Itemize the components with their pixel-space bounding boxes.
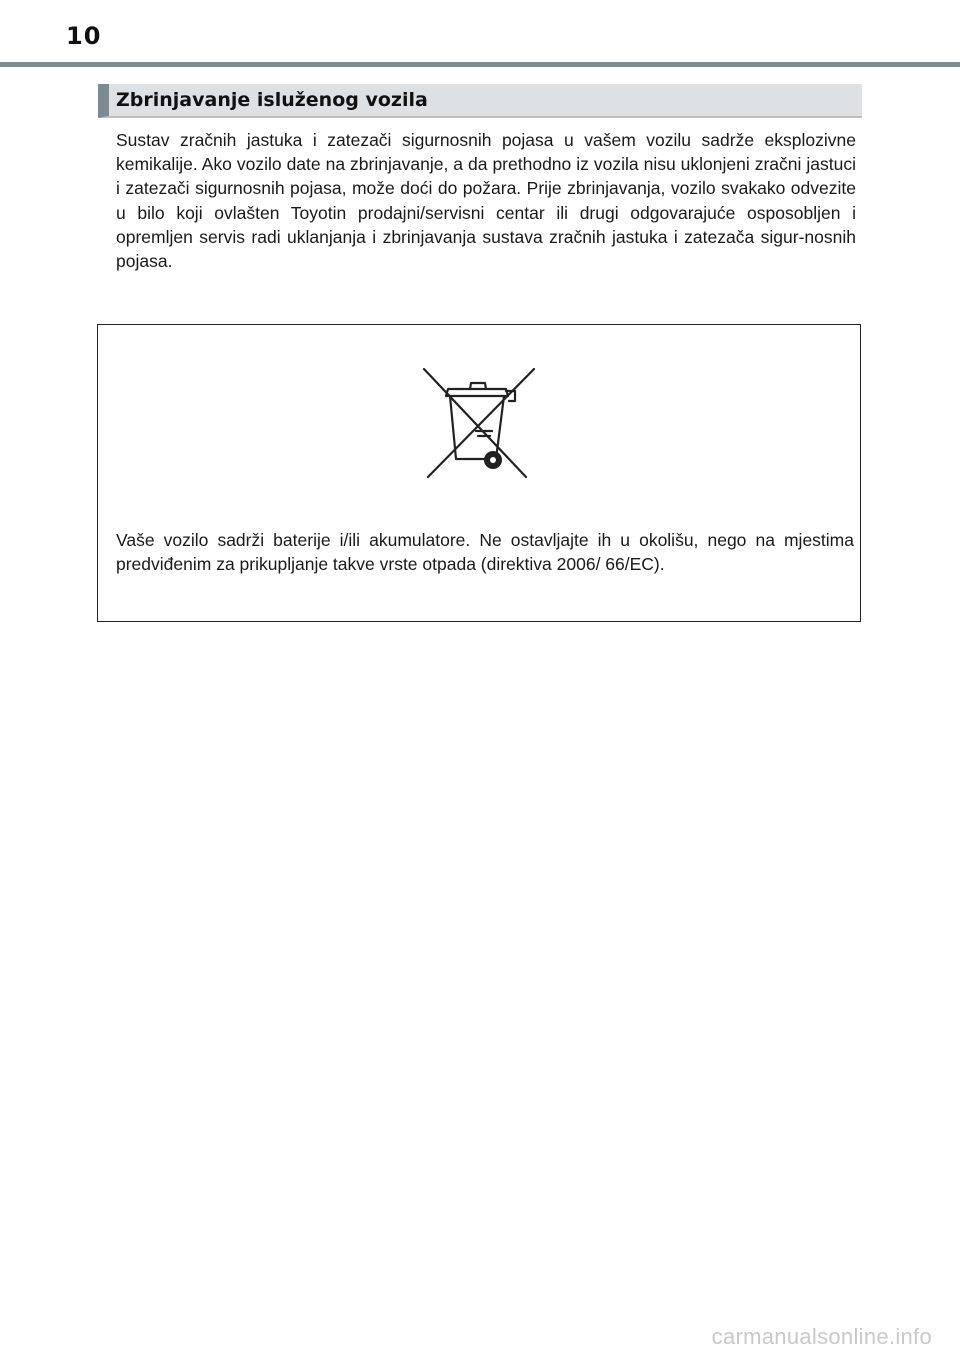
top-rule bbox=[0, 62, 960, 67]
crossed-out-wheelie-bin-icon bbox=[418, 363, 538, 483]
section-header bbox=[98, 84, 862, 118]
body-paragraph: Sustav zračnih jastuka i zatezači sigurnosnih pojasa u vašem vozilu sadrže eksplozivne kemikalije. Ako vozilo date na zbrinjavanje, a da prethodno iz vozila nisu uklonjeni zračni jastuci i zatezači sigurnosnih pojasa, može doći do požara. Prije zbrinjavanja, vozilo svakako odvezite u bilo koji ovlašten Toyotin prodajni/servisni centar ili drugi odgovarajuće osposobljen i opremljen servis radi uklanjanja i zbrinjavanja sustava zračnih jastuka i zatezača sigur-nosnih pojasa. bbox=[116, 130, 856, 272]
watermark: carmanualsonline.info bbox=[711, 1324, 932, 1349]
section-title: Zbrinjavanje isluženog vozila bbox=[116, 89, 428, 111]
notice-box bbox=[97, 324, 861, 622]
notice-text: Vaše vozilo sadrži baterije i/ili akumulatore. Ne ostavljajte ih u okolišu, nego na mjestima predviđenim za prikupljanje takve vrste otpada (direktiva 2006/ 66/EC). bbox=[116, 530, 854, 575]
page-number: 10 bbox=[66, 22, 102, 50]
